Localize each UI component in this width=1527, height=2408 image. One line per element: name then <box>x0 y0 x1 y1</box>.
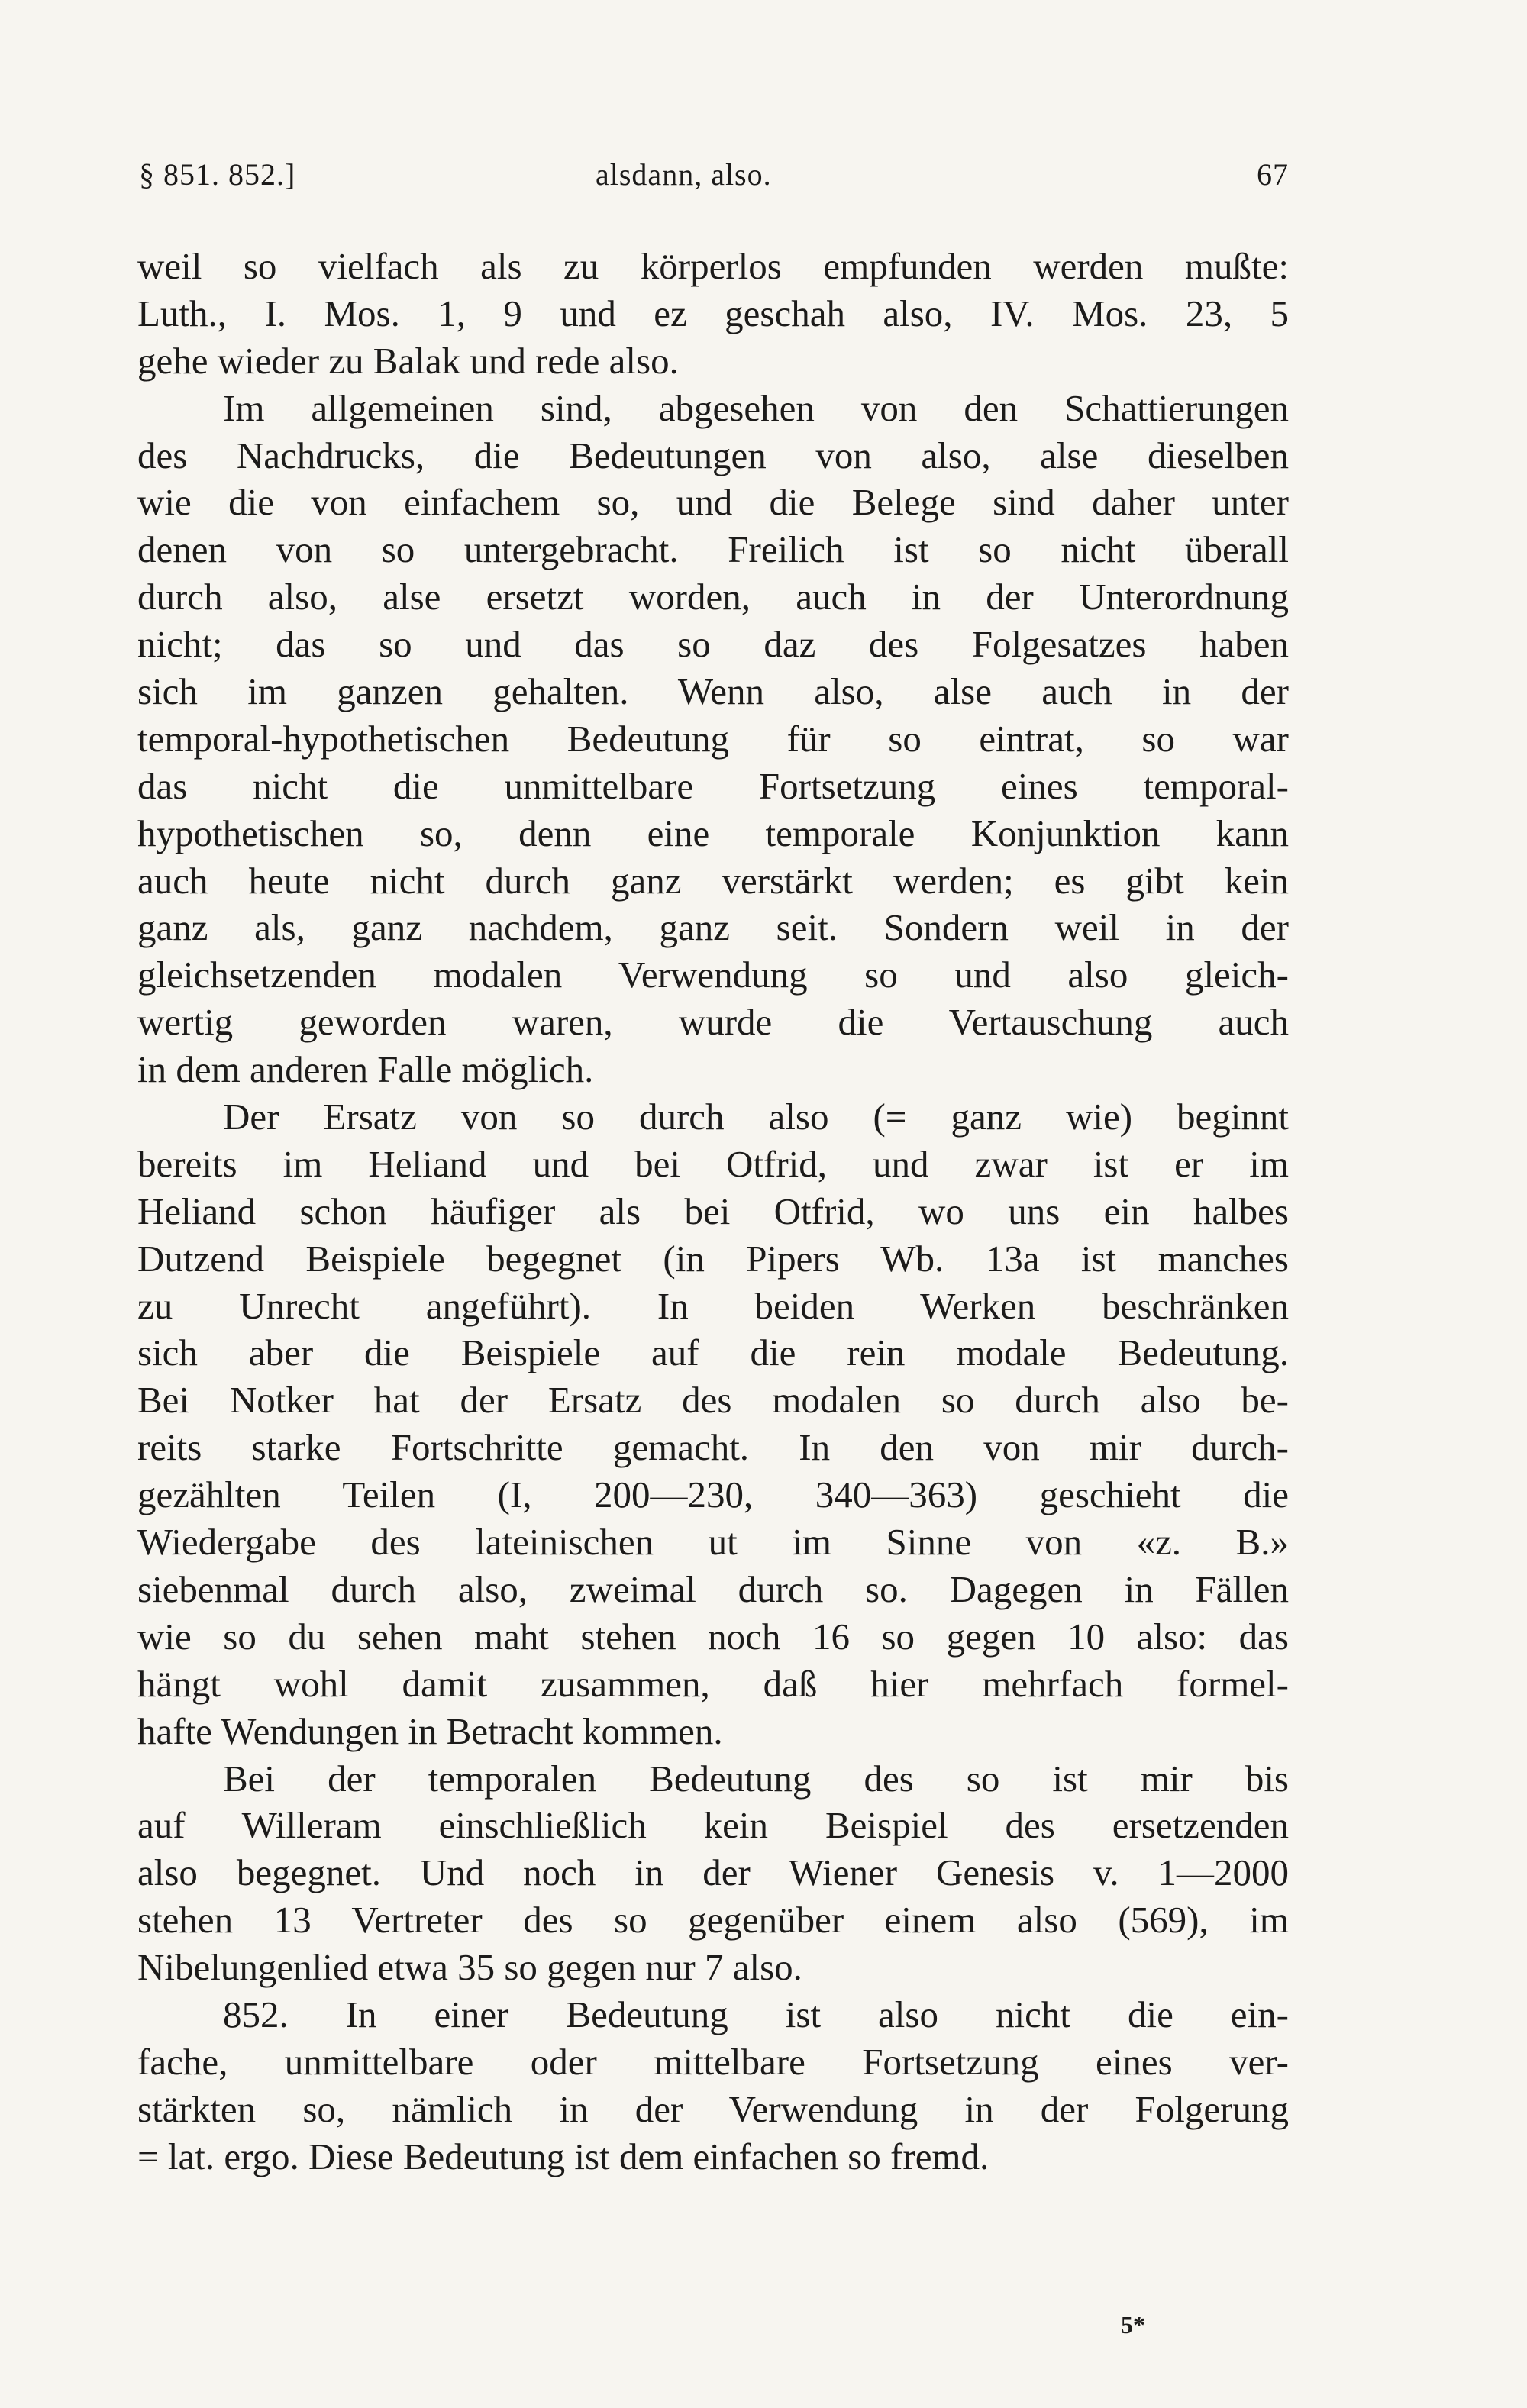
text-line: Nibelungenlied etwa 35 so gegen nur 7 also. <box>137 1946 802 1989</box>
text-line: bereits im Heliand und bei Otfrid, und zwar ist er im <box>137 1142 1289 1185</box>
text-line: auf Willeram einschließlich kein Beispiel des ersetzenden <box>137 1804 1289 1847</box>
text-line: gleichsetzenden modalen Verwendung so und also gleich- <box>137 954 1289 996</box>
text-line: gehe wieder zu Balak und rede also. <box>137 339 679 382</box>
text-line: Bei Notker hat der Ersatz des modalen so durch also be- <box>137 1379 1289 1422</box>
body-text <box>137 243 1289 2180</box>
text-line: weil so vielfach als zu körperlos empfunden werden mußte: <box>137 245 1289 287</box>
text-line: durch also, alse ersetzt worden, auch in der Unterordnung <box>137 576 1289 618</box>
text-line: gezählten Teilen (I, 200—230, 340—363) geschieht die <box>137 1474 1289 1516</box>
text-line: hängt wohl damit zusammen, daß hier mehrfach formel- <box>137 1662 1289 1705</box>
text-line: fache, unmittelbare oder mittelbare Fortsetzung eines ver- <box>137 2040 1289 2083</box>
text-line: stehen 13 Vertreter des so gegenüber einem also (569), im <box>137 1899 1289 1942</box>
running-header <box>139 157 1289 210</box>
text-line: sich aber die Beispiele auf die rein modale Bedeutung. <box>137 1332 1289 1374</box>
text-line: hypothetischen so, denn eine temporale Konjunktion kann <box>137 812 1289 854</box>
section-reference: § 851. 852.] <box>139 157 296 192</box>
page-number: 67 <box>1257 157 1289 192</box>
text-line: temporal-hypothetischen Bedeutung für so eintrat, so war <box>137 717 1289 760</box>
text-line: sich im ganzen gehalten. Wenn also, alse auch in der <box>137 670 1289 713</box>
text-line: also begegnet. Und noch in der Wiener Genesis v. 1—2000 <box>137 1851 1289 1894</box>
text-line: wie so du sehen maht stehen noch 16 so gegen 10 also: das <box>137 1615 1289 1658</box>
text-line: wertig geworden waren, wurde die Vertauschung auch <box>137 1001 1289 1044</box>
text-line: zu Unrecht angeführt). In beiden Werken beschränken <box>137 1284 1289 1327</box>
text-line: Der Ersatz von so durch also (= ganz wie) beginnt <box>223 1096 1289 1138</box>
text-line: Im allgemeinen sind, abgesehen von den Schattierungen <box>223 386 1289 429</box>
text-line: des Nachdrucks, die Bedeutungen von also, alse dieselben <box>137 434 1289 476</box>
text-line: hafte Wendungen in Betracht kommen. <box>137 1709 723 1752</box>
text-line: Dutzend Beispiele begegnet (in Pipers Wb. 13a ist manches <box>137 1237 1289 1280</box>
text-line: denen von so untergebracht. Freilich ist so nicht überall <box>137 528 1289 571</box>
text-line: = lat. ergo. Diese Bedeutung ist dem einfachen so fremd. <box>137 2135 989 2177</box>
text-line: ganz als, ganz nachdem, ganz seit. Sondern weil in der <box>137 906 1289 949</box>
text-line: das nicht die unmittelbare Fortsetzung eines temporal- <box>137 764 1289 807</box>
text-line: stärkten so, nämlich in der Verwendung in der Folgerung <box>137 2087 1289 2130</box>
text-line: nicht; das so und das so daz des Folgesatzes haben <box>137 623 1289 666</box>
text-line: auch heute nicht durch ganz verstärkt werden; es gibt kein <box>137 859 1289 902</box>
text-line: Bei der temporalen Bedeutung des so ist mir bis <box>223 1757 1289 1800</box>
text-line: reits starke Fortschritte gemacht. In den von mir durch- <box>137 1426 1289 1469</box>
text-line: Heliand schon häufiger als bei Otfrid, wo uns ein halbes <box>137 1189 1289 1232</box>
text-line: wie die von einfachem so, und die Belege sind daher unter <box>137 481 1289 524</box>
text-line: Luth., I. Mos. 1, 9 und ez geschah also, IV. Mos. 23, 5 <box>137 292 1289 334</box>
header-title: alsdann, also. <box>596 157 772 192</box>
signature-mark: 5* <box>1121 2311 1145 2339</box>
text-line: in dem anderen Falle möglich. <box>137 1048 594 1091</box>
text-line: Wiedergabe des lateinischen ut im Sinne von «z. B.» <box>137 1521 1289 1564</box>
text-line: siebenmal durch also, zweimal durch so. Dagegen in Fällen <box>137 1567 1289 1610</box>
text-line: 852. In einer Bedeutung ist also nicht die ein- <box>223 1993 1289 2035</box>
